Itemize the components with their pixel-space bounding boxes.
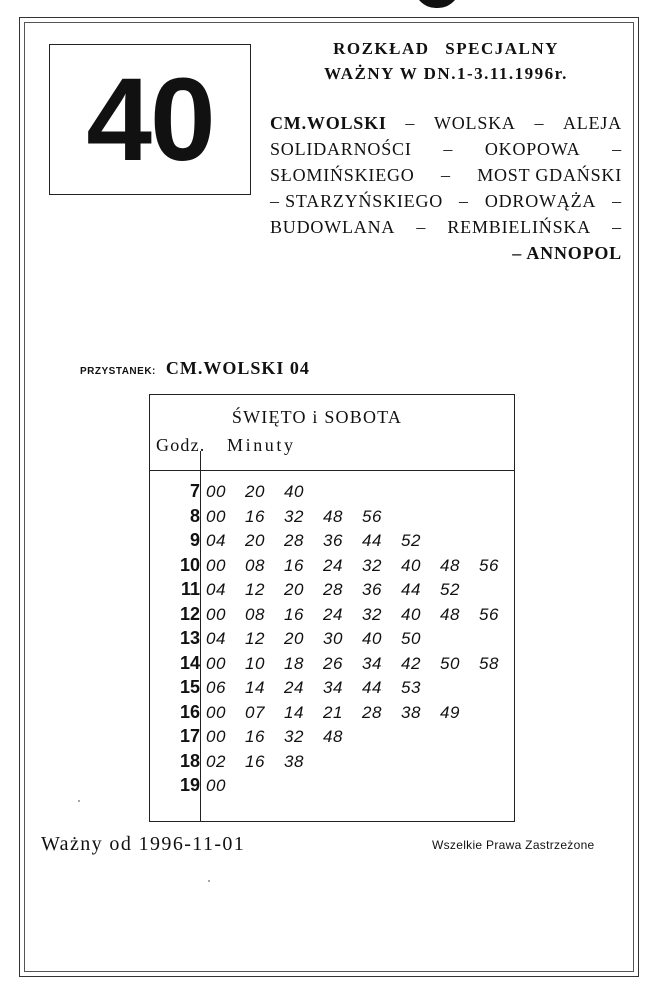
departure-minute: 04 <box>206 580 226 599</box>
departure-minute: 30 <box>323 629 343 648</box>
departure-minute: 12 <box>245 629 265 648</box>
departure-minute: 04 <box>206 629 226 648</box>
departure-minute: 16 <box>245 506 265 526</box>
route-line <box>270 110 622 136</box>
route-separator: – <box>612 139 622 159</box>
departure-minute: 10 <box>245 653 265 673</box>
minutes-column-header: Minuty <box>227 435 296 455</box>
departure-minute: 32 <box>362 604 382 624</box>
departure-minute: 00 <box>206 506 226 526</box>
route-separator: – <box>405 113 416 133</box>
route-stop: WOLSKA <box>433 113 516 133</box>
schedule-validity-dates: WAŻNY W DN.1-3.11.1996r. <box>324 64 568 83</box>
hour-cell: 19 <box>179 775 200 795</box>
hour-cell: 14 <box>179 652 200 673</box>
hour-cell: 17 <box>179 726 200 746</box>
route-stop: – ANNOPOL <box>512 243 622 263</box>
departure-minute: 58 <box>479 653 499 673</box>
hours-column-header: Godz. <box>156 435 206 455</box>
departure-minute: 16 <box>245 751 265 771</box>
departure-minute: 28 <box>362 702 382 722</box>
departure-minute: 08 <box>245 555 265 575</box>
departure-minute: 28 <box>323 580 343 599</box>
departure-minute: 16 <box>284 604 304 624</box>
route-stop: BUDOWLANA <box>270 217 396 237</box>
hour-cell: 15 <box>179 677 200 697</box>
departure-minute: 32 <box>284 727 304 746</box>
route-separator: – <box>534 113 545 133</box>
timetable-row <box>150 724 514 749</box>
timetable-row <box>150 626 514 651</box>
schedule-header <box>270 36 622 86</box>
line-number-box <box>49 44 251 195</box>
departure-minute: 14 <box>284 702 304 722</box>
departure-minute: 07 <box>245 702 265 722</box>
route-line <box>270 162 622 188</box>
departure-minute: 00 <box>206 604 226 624</box>
departure-minute: 26 <box>323 653 343 673</box>
scan-mark <box>414 0 460 8</box>
route-stop: ALEJA <box>562 113 622 133</box>
route-separator: – <box>416 217 427 237</box>
route-line <box>270 240 622 266</box>
route-stop: ODROWĄŻA <box>484 191 597 211</box>
departure-minute: 52 <box>401 531 421 550</box>
departure-minute: 32 <box>284 506 304 526</box>
departure-minute: 12 <box>245 580 265 599</box>
route-description <box>270 110 622 266</box>
departure-minute: 14 <box>245 678 265 697</box>
departure-minute: 20 <box>245 531 265 550</box>
departure-minute: 50 <box>401 629 421 648</box>
route-separator: – <box>441 165 451 185</box>
stop-name: CM.WOLSKI 04 <box>165 358 310 378</box>
departure-minute: 48 <box>323 727 343 746</box>
scan-speck <box>78 800 80 802</box>
departure-minute: 21 <box>323 702 343 722</box>
route-stop: MOST GDAŃSKI <box>477 165 622 185</box>
departure-minute: 44 <box>362 678 382 697</box>
departure-minute: 32 <box>362 555 382 575</box>
departure-minute: 36 <box>362 580 382 599</box>
departure-minute: 16 <box>284 555 304 575</box>
hour-cell: 16 <box>179 701 200 722</box>
departure-minute: 38 <box>284 751 304 771</box>
departure-minute: 44 <box>362 531 382 550</box>
departure-minute: 40 <box>362 629 382 648</box>
departure-minute: 40 <box>284 482 304 501</box>
departure-minute: 34 <box>362 653 382 673</box>
departure-minute: 48 <box>323 506 343 526</box>
departure-minute: 24 <box>323 555 343 575</box>
hour-cell: 12 <box>179 603 200 624</box>
departure-minute: 20 <box>284 580 304 599</box>
route-separator: – <box>612 191 622 211</box>
departure-minute: 18 <box>284 653 304 673</box>
timetable <box>149 394 515 822</box>
departure-minute: 53 <box>401 678 421 697</box>
departure-minute: 40 <box>401 555 421 575</box>
route-line <box>270 214 622 240</box>
departure-minute: 00 <box>206 727 226 746</box>
hour-cell: 13 <box>179 628 200 648</box>
timetable-row <box>150 675 514 700</box>
departure-minute: 40 <box>401 604 421 624</box>
hour-cell: 7 <box>189 481 200 501</box>
timetable-row <box>150 700 514 725</box>
route-separator: – <box>612 217 622 237</box>
route-separator: – <box>459 191 469 211</box>
timetable-row <box>150 553 514 578</box>
route-stop: REMBIELIŃSKA <box>447 217 591 237</box>
departure-minute: 24 <box>323 604 343 624</box>
departure-minute: 00 <box>206 482 226 501</box>
departure-minute: 00 <box>206 776 226 795</box>
departure-minute: 02 <box>206 751 226 771</box>
hour-cell: 8 <box>189 505 200 526</box>
route-separator: – <box>443 139 454 159</box>
timetable-row <box>150 602 514 627</box>
departure-minute: 56 <box>479 604 499 624</box>
route-stop: OKOPOWA <box>484 139 581 159</box>
line-number: 40 <box>86 53 214 186</box>
hour-cell: 18 <box>179 750 200 771</box>
departure-minute: 52 <box>440 580 460 599</box>
departure-minute: 50 <box>440 653 460 673</box>
timetable-header <box>150 395 514 471</box>
departure-minute: 44 <box>401 580 421 599</box>
departure-minute: 48 <box>440 555 460 575</box>
departure-minute: 08 <box>245 604 265 624</box>
departure-minute: 00 <box>206 555 226 575</box>
valid-from: Ważny od 1996-11-01 <box>41 833 246 855</box>
timetable-row <box>150 479 514 504</box>
scan-speck <box>208 880 210 882</box>
departure-minute: 20 <box>284 629 304 648</box>
departure-minute: 04 <box>206 531 226 550</box>
schedule-title: ROZKŁAD SPECJALNY <box>333 39 559 58</box>
hour-cell: 10 <box>179 554 200 575</box>
departure-minute: 36 <box>323 531 343 550</box>
departure-minute: 20 <box>245 482 265 501</box>
departure-minute: 16 <box>245 727 265 746</box>
stop-info <box>80 358 310 379</box>
hour-cell: 11 <box>180 579 200 599</box>
route-stop: CM.WOLSKI <box>270 113 387 133</box>
hour-cell: 9 <box>189 530 200 550</box>
departure-minute: 34 <box>323 678 343 697</box>
departure-minute: 56 <box>362 506 382 526</box>
departure-minute: 49 <box>440 702 460 722</box>
departure-minute: 48 <box>440 604 460 624</box>
route-stop: SŁOMIŃSKIEGO <box>270 165 415 185</box>
copyright-notice: Wszelkie Prawa Zastrzeżone <box>432 838 595 852</box>
departure-minute: 38 <box>401 702 421 722</box>
departure-minute: 06 <box>206 678 226 697</box>
departure-minute: 42 <box>401 653 421 673</box>
departure-minute: 56 <box>479 555 499 575</box>
stop-label: PRZYSTANEK: <box>80 366 156 377</box>
departure-minute: 28 <box>284 531 304 550</box>
timetable-row <box>150 504 514 529</box>
departure-minute: 00 <box>206 653 226 673</box>
day-type-label: ŚWIĘTO i SOBOTA <box>231 407 403 427</box>
departure-minute: 00 <box>206 702 226 722</box>
timetable-row <box>150 749 514 774</box>
route-stop: – STARZYŃSKIEGO <box>270 191 444 211</box>
route-line <box>270 188 622 214</box>
timetable-row <box>150 773 514 798</box>
timetable-row <box>150 577 514 602</box>
departure-minute: 24 <box>284 678 304 697</box>
timetable-row <box>150 528 514 553</box>
route-stop: SOLIDARNOŚCI <box>270 139 412 159</box>
timetable-row <box>150 651 514 676</box>
route-line <box>270 136 622 162</box>
